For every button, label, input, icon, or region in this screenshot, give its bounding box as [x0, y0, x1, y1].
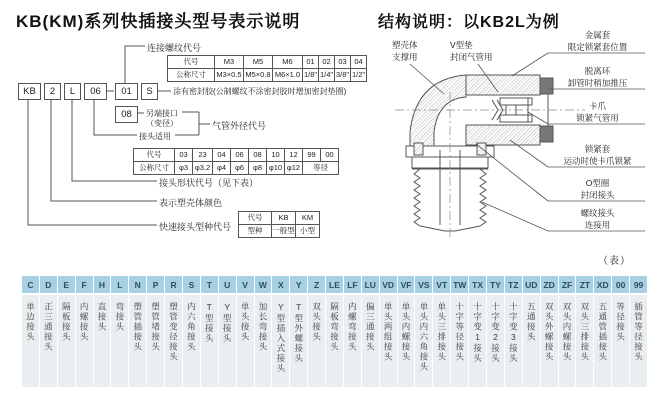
table-cell: φ10 [267, 162, 285, 175]
shape-desc-VS [415, 295, 432, 387]
shape-desc-text: 单边接头 [25, 302, 36, 342]
shape-code-VS: VS [415, 276, 432, 293]
series-type-table [238, 211, 320, 238]
shape-code-L: L [111, 276, 128, 293]
shape-desc-text: 双头接头 [311, 302, 322, 342]
code-box-color: 2 [44, 83, 61, 100]
shape-desc-XD [594, 295, 611, 387]
shape-desc-LF [344, 295, 361, 387]
shape-code-Y: Y [290, 276, 307, 293]
shape-desc-text: 十字等径接头 [454, 302, 465, 362]
table-row [168, 69, 367, 82]
shape-desc-text: 隔板弯接头 [329, 302, 340, 352]
callout-part-name: 脱离环 [584, 66, 611, 76]
table-cell: 01 [303, 56, 319, 69]
table-cell: φ8 [249, 162, 267, 175]
callout-part-function: 支撑用 [392, 52, 418, 62]
callout-part-name: 金属套 [584, 30, 611, 40]
shape-desc-text: 塑管堵接头 [150, 302, 161, 352]
table-cell: KB [272, 212, 296, 225]
table-cell: 1/4" [319, 69, 335, 82]
callout-part-name: V型垫 [450, 40, 473, 50]
shape-code-VF: VF [398, 276, 415, 293]
shape-code-TZ: TZ [505, 276, 522, 293]
table-row [168, 56, 367, 69]
shape-code-C: C [22, 276, 39, 293]
shape-desc-H [94, 295, 111, 387]
shape-desc-text: 隔板接头 [61, 302, 72, 342]
shape-desc-S [183, 295, 200, 387]
cutaway-drawing [406, 75, 553, 231]
shape-code-table [22, 276, 647, 387]
thread-code-table [167, 55, 367, 82]
table-cell: 代号 [168, 56, 215, 69]
shape-desc-X [272, 295, 289, 387]
shape-desc-text: 塑管变径接头 [168, 302, 179, 362]
type-code-label: 快速接头型种代号 [159, 222, 232, 232]
table-row [134, 149, 339, 162]
shape-code-99: 99 [630, 276, 647, 293]
shape-code-V: V [237, 276, 254, 293]
table-cell: 1/2" [351, 69, 367, 82]
shape-code-TW: TW [451, 276, 468, 293]
shape-code-S: S [183, 276, 200, 293]
table-row [239, 225, 320, 238]
callout-part-name: 卡爪 [588, 101, 606, 111]
table-cell: M3×0.5 [215, 69, 244, 82]
table-ref-note: （表） [598, 256, 631, 267]
table-row [239, 212, 320, 225]
callout-part-function: 运动时使卡爪锁紧 [563, 156, 632, 166]
callout-part-function: 卸管时稍加推压 [567, 78, 628, 88]
shape-code-ZT: ZT [576, 276, 593, 293]
shape-code-E: E [58, 276, 75, 293]
shape-code-TY: TY [487, 276, 504, 293]
table-cell: 03 [335, 56, 351, 69]
shape-code-W: W [255, 276, 272, 293]
table-cell: KM [296, 212, 320, 225]
shape-code-U: U [219, 276, 236, 293]
shape-code-XD: XD [594, 276, 611, 293]
table-cell: φ12 [285, 162, 303, 175]
shape-desc-text: 单头内六角接头 [418, 302, 429, 372]
shape-code-table-header [22, 276, 647, 293]
callout-part-function: 封闭气管用 [450, 52, 493, 62]
callout-part-function: 锁紧气管用 [576, 113, 619, 123]
shape-code-N: N [129, 276, 146, 293]
shape-desc-99 [630, 295, 647, 387]
shape-desc-LU [362, 295, 379, 387]
shape-desc-text: 内六角接头 [186, 302, 197, 352]
table-cell: 00 [321, 149, 339, 162]
joint-apply-label: 接头适用 [139, 132, 171, 141]
left-section-title: KB(KM)系列快插接头型号表示说明 [16, 12, 301, 31]
right-section-title: 结构说明：以KB2L为例 [378, 14, 560, 31]
shape-desc-text: 偏三通接头 [365, 302, 376, 352]
shape-desc-N [129, 295, 146, 387]
shape-desc-text: 单头接头 [240, 302, 251, 342]
other-end-sub-label: （变径） [146, 119, 178, 128]
callout-part-function: 封闭接头 [580, 190, 615, 200]
shape-desc-text: T型接头 [204, 302, 215, 344]
table-cell: 23 [193, 149, 213, 162]
table-cell: 3/8" [335, 69, 351, 82]
shape-desc-VF [398, 295, 415, 387]
shape-desc-text: Y型接头 [222, 302, 233, 344]
table-cell: 公称尺寸 [134, 162, 175, 175]
shape-desc-text: 内螺接头 [79, 302, 90, 342]
shape-desc-Z [308, 295, 325, 387]
shape-desc-VD [380, 295, 397, 387]
shape-code-VT: VT [433, 276, 450, 293]
callout-2 [450, 39, 493, 63]
shape-desc-C [22, 295, 39, 387]
callout-6 [548, 143, 647, 167]
table-cell: M6 [273, 56, 303, 69]
shape-desc-TX [469, 295, 486, 387]
shape-code-LU: LU [362, 276, 379, 293]
table-cell: 等径 [303, 162, 339, 175]
other-end-label: 另端接口 [146, 109, 178, 118]
shape-code-label: 接头形状代号（见下表） [159, 178, 259, 188]
shape-code-T: T [201, 276, 218, 293]
table-cell: φ3 [175, 162, 193, 175]
shape-code-ZD: ZD [541, 276, 558, 293]
shape-code-LF: LF [344, 276, 361, 293]
table-cell: 代号 [134, 149, 175, 162]
shape-desc-Y [290, 295, 307, 387]
code-box-seal: S [141, 83, 158, 100]
code-box-shape: L [64, 83, 81, 100]
tube-od-table [133, 148, 339, 175]
shape-code-X: X [272, 276, 289, 293]
table-cell: φ3.2 [193, 162, 213, 175]
shape-code-R: R [165, 276, 182, 293]
shape-code-table-body [22, 295, 647, 387]
table-cell: M5×0.8 [244, 69, 273, 82]
shape-desc-R [165, 295, 182, 387]
callout-7 [548, 177, 647, 201]
sealant-note: 涂有密封胶(公制螺纹不涂密封胶时增加密封垫圈) [173, 87, 347, 96]
shape-desc-00 [612, 295, 629, 387]
shape-code-H: H [94, 276, 111, 293]
shape-desc-text: 等径接头 [615, 302, 626, 342]
tube-od-code-label: 气管外径代号 [212, 121, 267, 131]
shape-desc-D [40, 295, 57, 387]
shape-desc-text: 单头内螺接头 [401, 302, 412, 362]
shape-desc-text: T型外螺接头 [293, 302, 304, 364]
code-box-series: KB [18, 83, 41, 100]
shape-code-VD: VD [380, 276, 397, 293]
shape-desc-F [76, 295, 93, 387]
shape-desc-text: 弯接头 [114, 302, 125, 332]
shape-desc-ZT [576, 295, 593, 387]
shape-code-TX: TX [469, 276, 486, 293]
callout-8 [548, 207, 647, 231]
shape-desc-text: 双头三排接头 [579, 302, 590, 362]
shape-desc-TY [487, 295, 504, 387]
shape-code-UD: UD [523, 276, 540, 293]
shape-desc-ZD [541, 295, 558, 387]
table-cell: 1/8" [303, 69, 319, 82]
table-cell: 03 [175, 149, 193, 162]
callout-5 [548, 100, 647, 124]
table-cell: 99 [303, 149, 321, 162]
shape-desc-W [255, 295, 272, 387]
shape-desc-text: 五通管插接头 [597, 302, 608, 362]
table-cell: 小型 [296, 225, 320, 238]
callout-part-name: O型圈 [585, 178, 610, 188]
shape-desc-text: 十字变2接头 [490, 302, 501, 364]
shape-desc-text: 十字变3接头 [508, 302, 519, 364]
shape-desc-text: 正三通接头 [43, 302, 54, 352]
table-cell: 代号 [239, 212, 272, 225]
callout-part-name: 塑壳体 [392, 40, 418, 50]
shape-desc-E [58, 295, 75, 387]
shape-desc-text: 塑管插接头 [132, 302, 143, 352]
table-cell: 12 [285, 149, 303, 162]
shape-desc-text: 单头三排接头 [436, 302, 447, 362]
table-cell: 08 [249, 149, 267, 162]
shape-desc-text: 加长弯接头 [257, 302, 268, 352]
shape-code-F: F [76, 276, 93, 293]
shape-code-Z: Z [308, 276, 325, 293]
shape-desc-T [201, 295, 218, 387]
callout-1 [392, 39, 418, 63]
shape-code-00: 00 [612, 276, 629, 293]
thread-code-label: 连接螺纹代号 [147, 43, 202, 53]
table-cell: M5 [244, 56, 273, 69]
table-cell: 10 [267, 149, 285, 162]
shape-desc-text: 五通接头 [526, 302, 537, 342]
callout-3 [548, 29, 647, 53]
shape-desc-U [219, 295, 236, 387]
callout-4 [548, 65, 647, 89]
shape-desc-VT [433, 295, 450, 387]
shape-desc-text: 单头两组接头 [383, 302, 394, 362]
shape-desc-P [147, 295, 164, 387]
code-box-thread: 01 [115, 83, 138, 100]
code-box-other-end: 08 [115, 106, 138, 123]
shape-desc-TW [451, 295, 468, 387]
shape-desc-text: Y型插入式接头 [275, 302, 286, 374]
shape-desc-text: 十字变1接头 [472, 302, 483, 364]
shape-desc-text: 插管等径接头 [633, 302, 644, 362]
shape-code-LE: LE [326, 276, 343, 293]
table-row [134, 162, 339, 175]
code-box-tube-od: 06 [84, 83, 107, 100]
shape-desc-ZF [559, 295, 576, 387]
shape-desc-V [237, 295, 254, 387]
table-cell: M6×1.0 [273, 69, 303, 82]
table-cell: φ4 [213, 162, 231, 175]
shape-desc-text: 内螺弯接头 [347, 302, 358, 352]
shape-code-ZF: ZF [559, 276, 576, 293]
shape-desc-L [111, 295, 128, 387]
callout-part-name: 螺纹接头 [580, 208, 615, 218]
shape-desc-text: 直接头 [96, 302, 107, 332]
table-cell: 04 [351, 56, 367, 69]
shape-desc-UD [523, 295, 540, 387]
shape-code-P: P [147, 276, 164, 293]
table-cell: 一般型 [272, 225, 296, 238]
shape-desc-LE [326, 295, 343, 387]
table-cell: 型种 [239, 225, 272, 238]
table-cell: 06 [231, 149, 249, 162]
shape-desc-TZ [505, 295, 522, 387]
shape-desc-text: 双头内螺接头 [562, 302, 572, 362]
callout-part-name: 锁紧套 [584, 144, 611, 154]
table-cell: φ6 [231, 162, 249, 175]
shape-code-D: D [40, 276, 57, 293]
callout-part-function: 连接用 [584, 220, 611, 230]
shell-color-label: 表示塑壳体颜色 [159, 198, 223, 208]
table-cell: 公称尺寸 [168, 69, 215, 82]
table-cell: M3 [215, 56, 244, 69]
shape-desc-text: 双头外螺接头 [544, 302, 555, 362]
table-cell: 04 [213, 149, 231, 162]
table-cell: 02 [319, 56, 335, 69]
callout-part-function: 限定锁紧套位置 [567, 42, 628, 52]
